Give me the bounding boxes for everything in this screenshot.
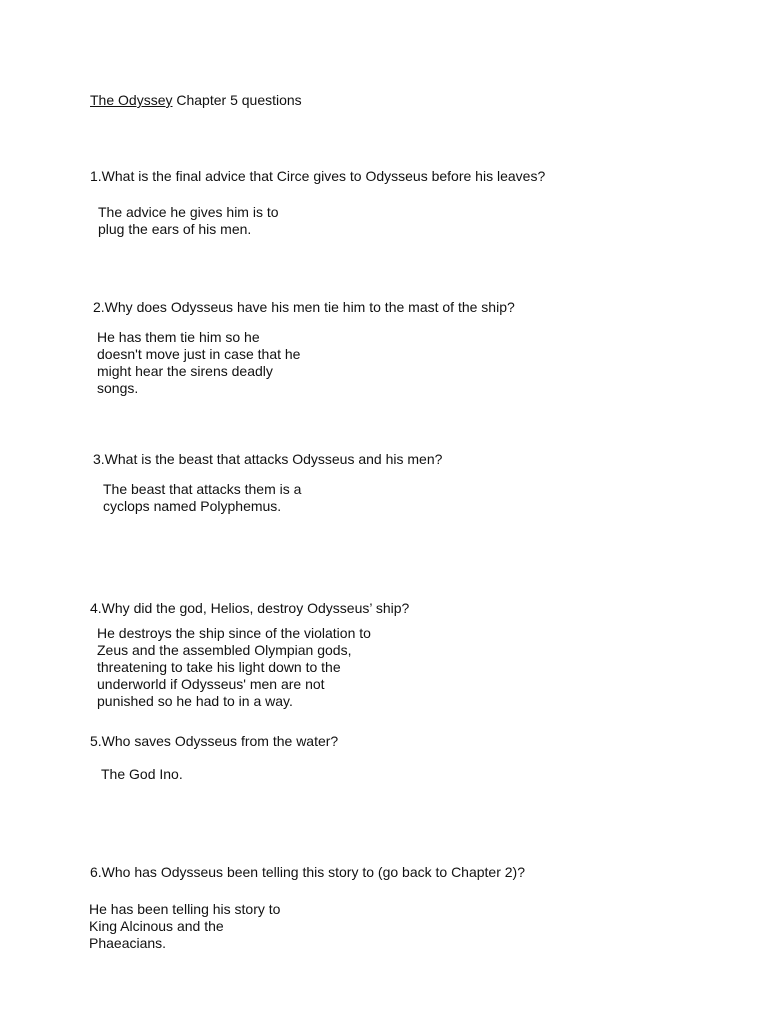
title-book-name: The Odyssey	[90, 92, 173, 108]
answer-4-line-3: threatening to take his light down to the	[97, 659, 341, 675]
answer-5	[101, 766, 183, 783]
question-1: 1.What is the final advice that Circe gives to Odysseus before his leaves?	[90, 168, 546, 184]
answer-2-line-2: doesn't move just in case that he	[97, 346, 301, 362]
answer-3-line-2: cyclops named Polyphemus.	[103, 498, 282, 514]
answer-2	[97, 329, 300, 397]
question-2: 2.Why does Odysseus have his men tie him to the mast of the ship?	[93, 299, 515, 315]
answer-6-line-1: He has been telling his story to	[89, 901, 281, 917]
answer-2-line-3: might hear the sirens deadly	[97, 363, 273, 379]
answer-4-line-4: underworld if Odysseus' men are not	[97, 676, 325, 692]
answer-2-line-4: songs.	[97, 380, 139, 396]
question-6: 6.Who has Odysseus been telling this story to (go back to Chapter 2)?	[90, 864, 526, 880]
answer-4-line-5: punished so he had to in a way.	[97, 693, 293, 709]
answer-6-line-3: Phaeacians.	[89, 935, 167, 951]
answer-3	[103, 481, 301, 515]
question-3: 3.What is the beast that attacks Odysseus and his men?	[93, 451, 443, 467]
page-title	[90, 92, 302, 109]
answer-1	[98, 204, 279, 238]
answer-1-line-2: plug the ears of his men.	[98, 221, 252, 237]
answer-4	[97, 625, 371, 710]
answer-6-line-2: King Alcinous and the	[89, 918, 224, 934]
answer-3-line-1: The beast that attacks them is a	[103, 481, 302, 497]
answer-6	[89, 901, 280, 952]
answer-2-line-1: He has them tie him so he	[97, 329, 260, 345]
answer-4-line-2: Zeus and the assembled Olympian gods,	[97, 642, 352, 658]
question-5: 5.Who saves Odysseus from the water?	[90, 733, 339, 749]
answer-5-line-1: The God Ino.	[101, 766, 183, 782]
title-rest: Chapter 5 questions	[172, 92, 302, 108]
question-4: 4.Why did the god, Helios, destroy Odysseus’ ship?	[90, 600, 410, 616]
answer-1-line-1: The advice he gives him is to	[98, 204, 279, 220]
answer-4-line-1: He destroys the ship since of the violation to	[97, 625, 371, 641]
